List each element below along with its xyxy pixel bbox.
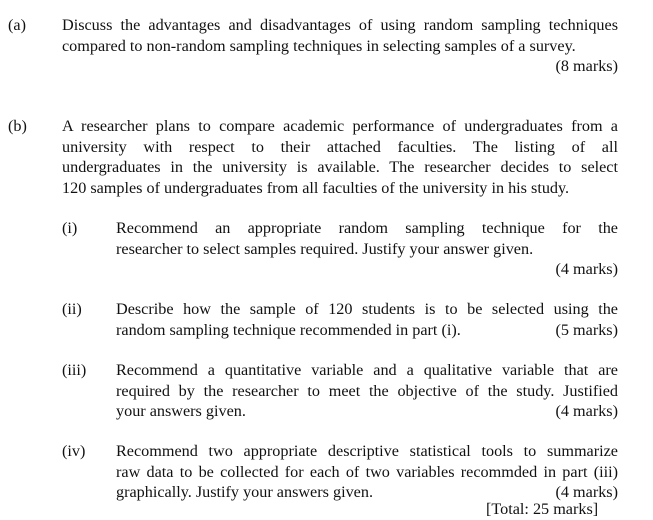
part-b-line-1: A researcher plans to compare academic performance of undergraduates from a	[62, 117, 618, 135]
subpart-ii-line-2: random sampling technique recommended in part (i).	[116, 320, 461, 339]
part-b-line-4: 120 samples of undergraduates from all faculties of the university in his study.	[62, 178, 570, 197]
subpart-iv-line-3: graphically. Justify your answers given.	[116, 483, 373, 501]
subpart-i-label: (i)	[62, 219, 78, 237]
subpart-iii-line-3-wrap	[116, 401, 618, 422]
part-b-line-3: undergraduates in the university is available. The researcher decides to select	[62, 158, 618, 176]
part-a-marks: (8 marks)	[555, 57, 618, 75]
subpart-iv-line-2: raw data to be collected for each of two variables recommded in part (iii)	[116, 462, 618, 481]
subpart-iv-label: (iv)	[62, 442, 86, 460]
subpart-iv-question	[116, 441, 618, 503]
part-b-label: (b)	[8, 117, 27, 135]
subpart-ii-marks: (5 marks)	[555, 320, 618, 339]
subpart-iv-line-1: Recommend two appropriate descriptive statistical tools to summarize	[116, 442, 618, 460]
subpart-ii-line-1: Describe how the sample of 120 students is to be selected using the	[116, 300, 618, 318]
part-a-question	[62, 15, 618, 77]
part-a-line-1: Discuss the advantages and disadvantages of using random sampling techniques	[62, 16, 618, 34]
subpart-i-marks: (4 marks)	[555, 260, 618, 278]
subpart-iii-line-3: your answers given.	[116, 402, 246, 420]
part-b-question	[62, 116, 618, 198]
subpart-iii-marks: (4 marks)	[555, 402, 618, 420]
subpart-i-line-2: researcher to select samples required. Justify your answer given.	[116, 239, 534, 258]
subpart-iii-line-1: Recommend a quantitative variable and a qualitative variable that are	[116, 361, 618, 379]
part-b-line-2: university with respect to their attached faculties. The listing of all	[62, 137, 618, 156]
subpart-iii-line-2: required by the researcher to meet the objective of the study. Justified	[116, 381, 618, 400]
subpart-i-line-1: Recommend an appropriate random sampling technique for the	[116, 219, 618, 237]
subpart-ii-question	[116, 299, 618, 340]
part-a-line-2: compared to non-random sampling techniques in selecting samples of a survey.	[62, 36, 576, 55]
subpart-ii-line-2-wrap	[116, 320, 618, 341]
total-marks-footer: [Total: 25 marks]	[486, 500, 599, 518]
subpart-iv-marks: (4 marks)	[555, 483, 618, 501]
part-a-label: (a)	[8, 16, 26, 34]
subpart-iii-label: (iii)	[62, 361, 87, 379]
subpart-i-question	[116, 218, 618, 280]
subpart-ii-label: (ii)	[62, 300, 82, 318]
subpart-iii-question	[116, 360, 618, 422]
